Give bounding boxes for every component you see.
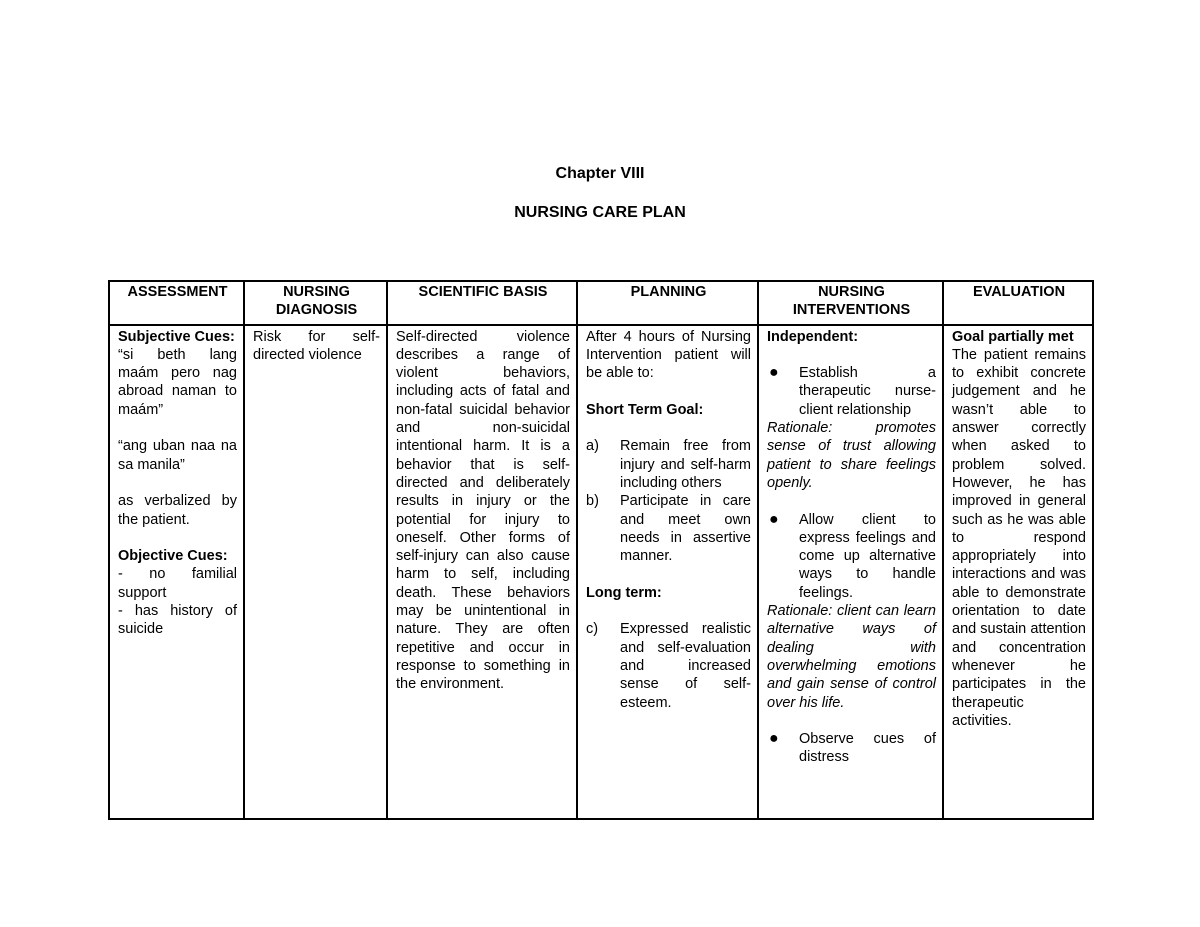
short-term-goal-text: Remain free from injury and self-harm including others (620, 438, 751, 491)
planning-intro: After 4 hours of Nursing Intervention patient will be able to: (586, 328, 751, 382)
list-marker: c) (586, 621, 599, 638)
objective-cue-1: - no familial support (118, 566, 237, 601)
short-term-goal-item (586, 492, 751, 565)
list-marker: b) (586, 493, 599, 510)
chapter-heading: Chapter VIII (555, 165, 645, 182)
bullet-icon: ● (769, 510, 779, 528)
assessment-cell (109, 325, 244, 819)
column-header-nursing-diagnosis: NURSING DIAGNOSIS (244, 281, 387, 325)
intervention-item (767, 364, 936, 419)
intervention-text: Establish a therapeutic nurse-client relationship (799, 365, 936, 418)
objective-cues-heading: Objective Cues: (118, 548, 228, 565)
planning-cell (577, 325, 758, 819)
intervention-text: Allow client to express feelings and come up alternative ways to handle feelings. (799, 511, 936, 601)
scientific-basis-cell (387, 325, 577, 819)
rationale-text: Rationale: client can learn alternative ways of dealing with overwhelming emotions and gain sense of control over his life. (767, 603, 936, 711)
short-term-goal-item (586, 437, 751, 492)
table-row (109, 325, 1093, 819)
column-header-scientific-basis: SCIENTIFIC BASIS (387, 281, 577, 325)
table-header-row (109, 281, 1093, 325)
bullet-icon: ● (769, 730, 779, 748)
evaluation-cell (943, 325, 1093, 819)
verbalized-note: as verbalized by the patient. (118, 493, 237, 528)
intervention-text: Observe cues of distress (799, 731, 936, 766)
long-term-goal-text: Expressed realistic and self-evaluation and increased sense of self-esteem. (620, 621, 751, 711)
evaluation-heading: Goal partially met (952, 328, 1074, 345)
column-header-nursing-interventions: NURSING INTERVENTIONS (758, 281, 943, 325)
subjective-quote-2: “ang uban naa na sa manila” (118, 438, 237, 473)
bullet-icon: ● (769, 364, 779, 382)
long-term-goal-heading: Long term: (586, 584, 662, 601)
evaluation-text: The patient remains to exhibit concrete judgement and he wasn’t able to answer correctly when asked to problem solved. However, he has improved in general such as he was able to respond appropriately into interactions and was able to demonstrate orientation to date and sustain attention and concentration whenever he participates in the therapeutic activities. (952, 346, 1086, 729)
diagnosis-cell (244, 325, 387, 819)
long-term-goal-item (586, 620, 751, 711)
subjective-cues-heading: Subjective Cues: (118, 328, 235, 345)
interventions-cell (758, 325, 943, 819)
intervention-item (767, 511, 936, 602)
diagnosis-text: Risk for self-directed violence (253, 328, 380, 363)
list-marker: a) (586, 438, 599, 455)
column-header-assessment: ASSESSMENT (109, 281, 244, 325)
column-header-evaluation: EVALUATION (943, 281, 1093, 325)
intervention-item (767, 730, 936, 767)
nursing-care-plan-table (108, 280, 1094, 820)
column-header-planning: PLANNING (577, 281, 758, 325)
scientific-basis-text: Self-directed violence describes a range of violent behaviors, including acts of fatal and non-fatal suicidal behavior and non-suicidal intentional harm. It is a behavior that is self-directed and deliberately results in injury or the potential for injury to oneself. Other forms of self-injury can also cause harm to self, including death. These behaviors may be unintentional in nature. They are often repetitive and occur in response to something in the environment. (396, 328, 570, 693)
short-term-goal-text: Participate in care and meet own needs in assertive manner. (620, 493, 751, 565)
independent-heading: Independent: (767, 328, 859, 345)
subjective-quote-1: “si beth lang maám pero nag abroad naman to maám” (118, 346, 237, 418)
rationale-text: Rationale: promotes sense of trust allowing patient to share feelings openly. (767, 420, 936, 491)
document-title: NURSING CARE PLAN (514, 204, 686, 221)
short-term-goal-heading: Short Term Goal: (586, 401, 704, 418)
objective-cue-2: - has history of suicide (118, 603, 237, 638)
